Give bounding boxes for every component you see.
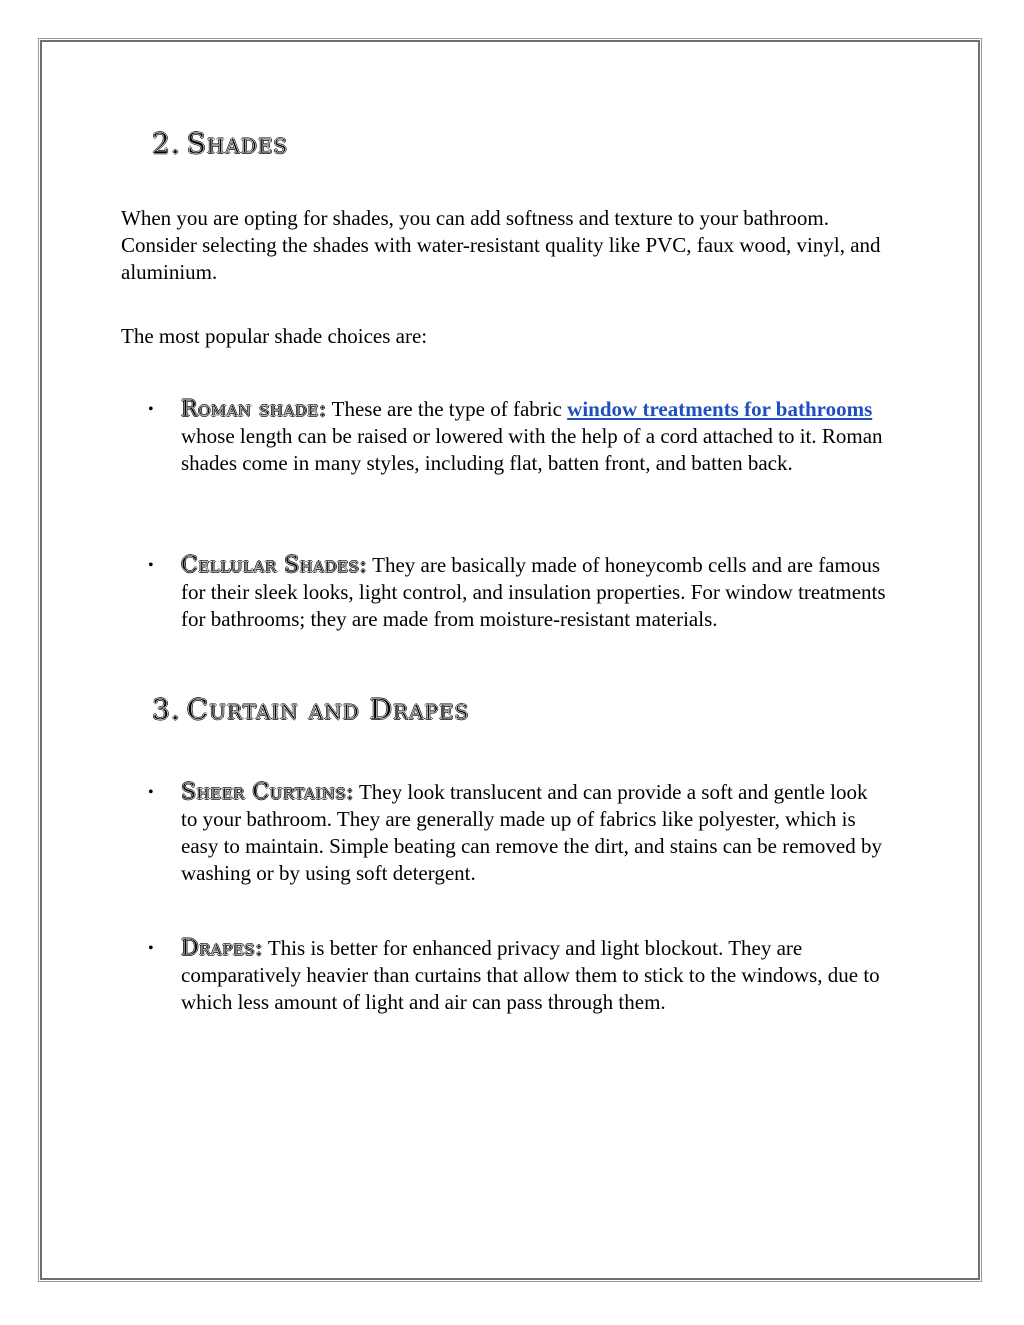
section-number: 3. [152, 693, 181, 726]
list-item-term: Drapes: [181, 936, 263, 961]
section-number: 2. [152, 127, 181, 160]
list-item-text: This is better for enhanced privacy and light blockout. They are comparatively heavier than curtains that allow them to stick to the windows, due to which less amount of light and air can pass through them. [181, 936, 880, 1014]
bullet-icon: • [148, 557, 154, 574]
list-item-term: Cellular Shades: [181, 553, 368, 578]
bullet-icon: • [148, 940, 154, 957]
list-item-body [181, 396, 888, 477]
bullet-icon: • [148, 401, 154, 418]
list-item-text: whose length can be raised or lowered with the help of a cord attached to it. Roman shades come in many styles, including flat, batten front, and batten back. [181, 424, 883, 475]
list-item-text: They are basically made of honeycomb cells and are famous for their sleek looks, light control, and insulation properties. For window treatments for bathrooms; they are made from moisture-resistant materials. [181, 553, 886, 631]
list-item-body [181, 779, 888, 887]
list-item-body [181, 552, 888, 633]
section-title: Curtain and Drapes [186, 693, 470, 726]
shades-lead-paragraph: The most popular shade choices are: [121, 324, 428, 348]
window-treatments-link[interactable]: window treatments for bathrooms [567, 397, 873, 421]
list-item-sheer-curtains [148, 779, 888, 887]
list-item-body [181, 935, 888, 1016]
list-item-roman-shade [148, 396, 888, 477]
list-item-term: Sheer Curtains: [181, 780, 355, 805]
section-title: Shades [186, 127, 289, 160]
list-item-term: Roman shade: [181, 397, 327, 422]
list-item-cellular-shades [148, 552, 888, 633]
shades-intro-paragraph: When you are opting for shades, you can add softness and texture to your bathroom. Consider selecting the shades with water-resistant quality like PVC, faux wood, vinyl, and aluminium. [121, 206, 881, 284]
list-item-drapes [148, 935, 888, 1016]
section-heading-shades [152, 127, 288, 160]
list-item-text: They look translucent and can provide a soft and gentle look to your bathroom. They are generally made up of fabrics like polyester, which is easy to maintain. Simple beating can remove the dirt, and stains can be removed by washing or by using soft detergent. [181, 780, 882, 885]
section-heading-curtain-and-drapes [152, 693, 469, 726]
bullet-icon: • [148, 784, 154, 801]
list-item-text: These are the type of fabric [326, 397, 568, 421]
